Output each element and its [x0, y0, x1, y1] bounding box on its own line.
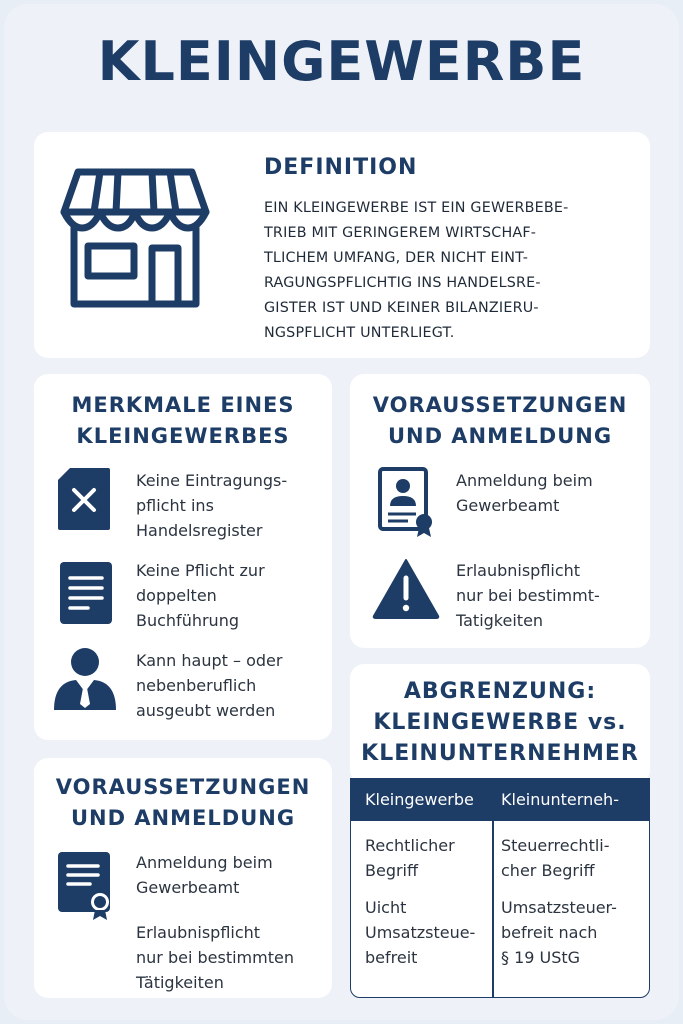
- voraussetzung-text: Anmeldung beim Gewerbeamt: [136, 853, 273, 897]
- abgrenzung-card: [350, 664, 650, 784]
- definition-card: [34, 132, 650, 358]
- merkmale-heading: MERKMALE EINES KLEINGEWERBES: [71, 393, 295, 448]
- merkmal-text: Kann haupt – oder nebenberuflich ausgeubt werden: [136, 651, 283, 720]
- definition-heading: DEFINITION: [264, 155, 418, 180]
- table-cell: Umsatzsteuer- befreit nach § 19 UStG: [501, 898, 617, 967]
- comparison-table: [350, 778, 650, 998]
- document-lines-icon: [58, 560, 114, 626]
- table-divider: [492, 779, 494, 997]
- voraussetzung-text: Anmeldung beim Gewerbeamt: [456, 471, 593, 515]
- table-header: [351, 779, 649, 821]
- table-cell: Rechtlicher Begriff: [365, 836, 455, 880]
- voraussetzung-text: Erlaubnispflicht nur bei bestimmt- Tatigkeiten: [456, 561, 600, 630]
- table-cell: Steuerrechtli- cher Begriff: [501, 836, 610, 880]
- shop-icon: [60, 166, 210, 310]
- definition-text: [264, 196, 644, 346]
- merkmale-card: [34, 374, 332, 740]
- definition-line: EIN KLEINGEWERBE IST EIN GEWERBEBE-: [264, 200, 569, 216]
- person-icon: [52, 646, 118, 712]
- definition-line: TLICHEM UMFANG, DER NICHT EINT-: [264, 250, 529, 266]
- table-cell: Uicht Umsatzsteue- befreit: [365, 898, 476, 967]
- merkmal-text: Keine Pflicht zur doppelten Buchführung: [136, 561, 265, 630]
- certificate-document-icon: [56, 850, 116, 922]
- voraussetzung-text: Erlaubnispflicht nur bei bestimmten Tätigkeiten: [136, 923, 294, 992]
- definition-line: RAGUNGSPFLICHTIG INS HANDELSRE-: [264, 275, 541, 291]
- voraussetzungen-left-heading: VORAUSSETZUNGEN UND ANMELDUNG: [55, 775, 311, 830]
- warning-icon: [372, 558, 440, 620]
- definition-line: TRIEB MIT GERINGEREM WIRTSCHAF-: [264, 225, 537, 241]
- voraussetzungen-left-card: [34, 758, 332, 998]
- column-header-kleinunternehmer: Kleinunterneh-: [501, 790, 619, 809]
- column-header-kleingewerbe: Kleingewerbe: [365, 790, 474, 809]
- document-x-icon: [56, 466, 112, 532]
- certificate-person-icon: [376, 466, 438, 538]
- definition-line: GISTER IST UND KEINER BILANZIERU-: [264, 300, 539, 316]
- voraussetzungen-right-heading: VORAUSSETZUNGEN UND ANMELDUNG: [372, 393, 628, 448]
- abgrenzung-heading: ABGRENZUNG: KLEINGEWERBE vs. KLEINUNTERNEHMER: [361, 679, 639, 766]
- page-title: KLEINGEWERBE: [97, 30, 586, 93]
- definition-line: NGSPFLICHT UNTERLIEGT.: [264, 325, 455, 341]
- merkmal-text: Keine Eintragungs- pflicht ins Handelsregister: [136, 471, 288, 540]
- voraussetzungen-right-card: [350, 374, 650, 648]
